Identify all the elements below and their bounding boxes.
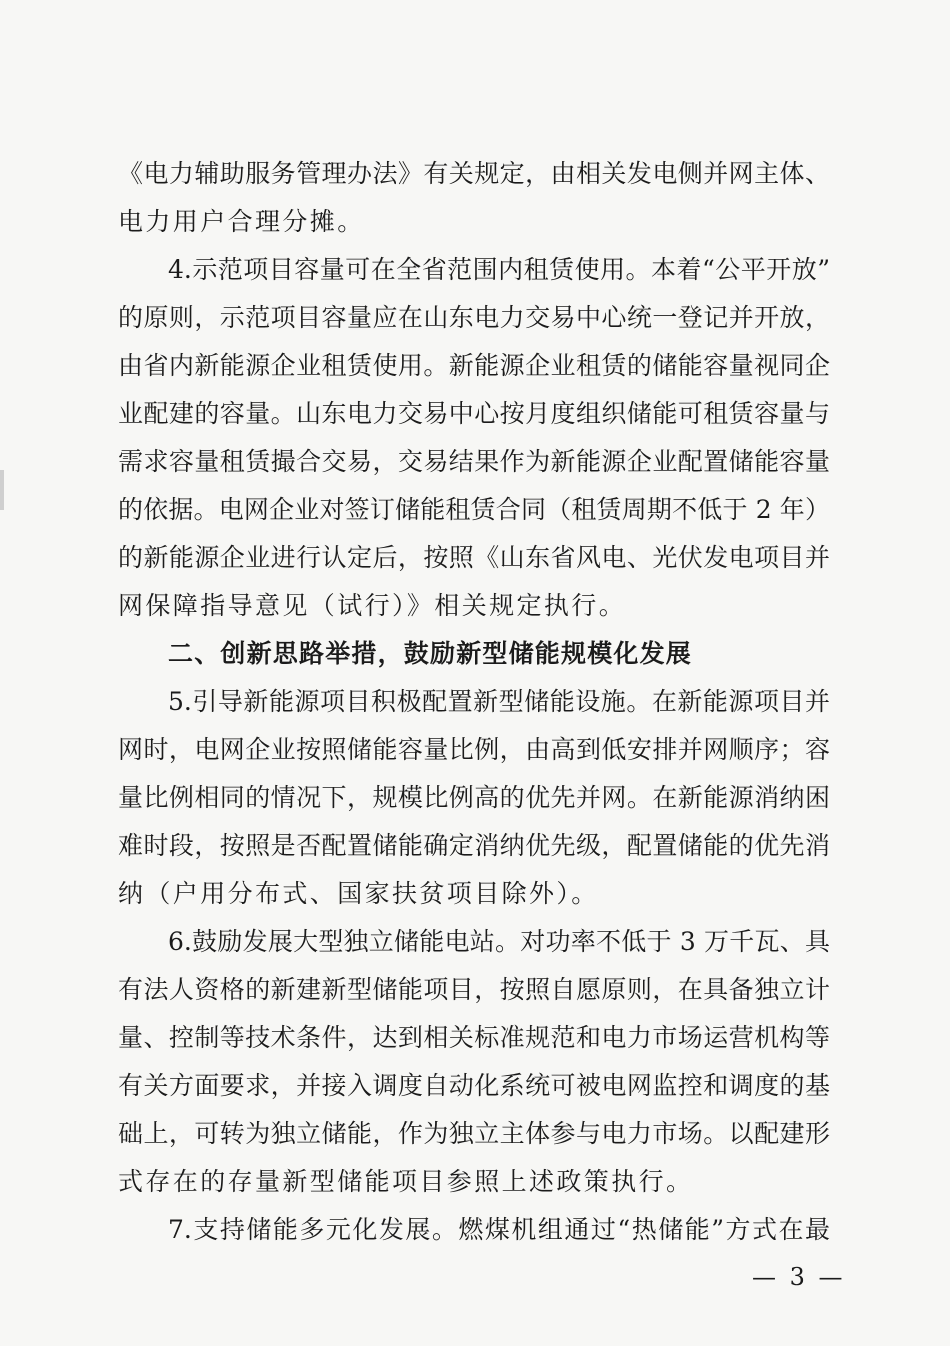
text-line: 的原则，示范项目容量应在山东电力交易中心统一登记并开放， (118, 303, 830, 332)
text-line: 网时，电网企业按照储能容量比例，由高到低安排并网顺序；容 (118, 735, 830, 764)
page-number: — 3 — (752, 1263, 846, 1291)
text-line: 量、控制等技术条件，达到相关标准规范和电力市场运营机构等 (118, 1023, 830, 1052)
text-line: 难时段，按照是否配置储能确定消纳优先级，配置储能的优先消 (118, 831, 830, 860)
text-line: 7.支持储能多元化发展。燃煤机组通过“热储能”方式在最 (168, 1215, 830, 1244)
text-line: 式存在的存量新型储能项目参照上述政策执行。 (118, 1167, 694, 1196)
text-line: 的依据。电网企业对签订储能租赁合同（租赁周期不低于 2 年） (118, 495, 830, 524)
text-line: 量比例相同的情况下，规模比例高的优先并网。在新能源消纳困 (118, 783, 830, 812)
text-line: 《电力辅助服务管理办法》有关规定，由相关发电侧并网主体、 (118, 159, 830, 188)
text-line: 纳（户用分布式、国家扶贫项目除外）。 (118, 879, 599, 908)
text-line: 的新能源企业进行认定后，按照《山东省风电、光伏发电项目并 (118, 543, 830, 572)
text-line: 电力用户合理分摊。 (118, 207, 365, 236)
text-line: 6.鼓励发展大型独立储能电站。对功率不低于 3 万千瓦、具 (168, 927, 830, 956)
scan-edge-mark (0, 470, 4, 510)
text-line: 由省内新能源企业租赁使用。新能源企业租赁的储能容量视同企 (118, 351, 830, 380)
text-line: 有关方面要求，并接入调度自动化系统可被电网监控和调度的基 (118, 1071, 830, 1100)
section-heading: 二、创新思路举措，鼓励新型储能规模化发展 (168, 639, 693, 668)
text-line: 5.引导新能源项目积极配置新型储能设施。在新能源项目并 (168, 687, 830, 716)
text-line: 4.示范项目容量可在全省范围内租赁使用。本着“公平开放” (168, 255, 830, 284)
text-line: 业配建的容量。山东电力交易中心按月度组织储能可租赁容量与 (118, 399, 830, 428)
text-line: 需求容量租赁撮合交易，交易结果作为新能源企业配置储能容量 (118, 447, 830, 476)
text-line: 础上，可转为独立储能，作为独立主体参与电力市场。以配建形 (118, 1119, 830, 1148)
text-line: 网保障指导意见（试行）》相关规定执行。 (118, 591, 627, 620)
text-line: 有法人资格的新建新型储能项目，按照自愿原则，在具备独立计 (118, 975, 830, 1004)
